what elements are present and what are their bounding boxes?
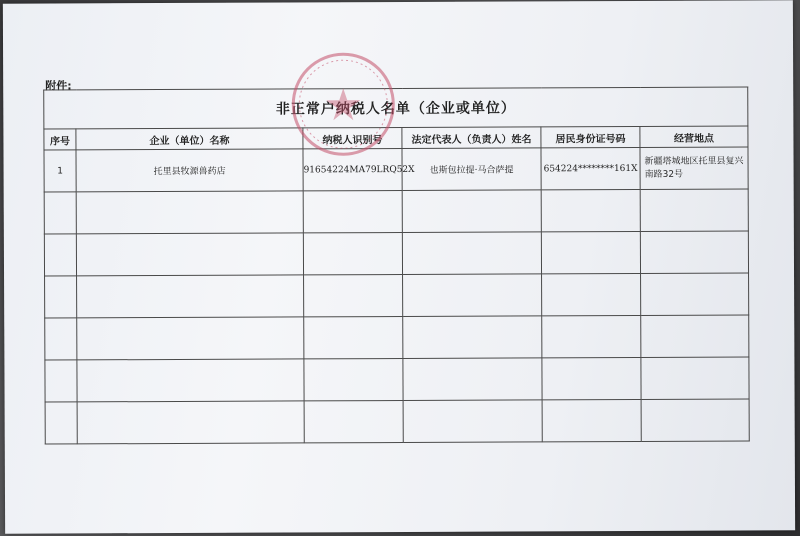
cell-address: 新疆塔城地区托里县复兴南路32号 [640, 147, 748, 189]
empty-row [45, 357, 749, 402]
empty-row [44, 189, 748, 234]
empty-row [44, 231, 748, 276]
cell-company: 托里县牧源兽药店 [76, 149, 303, 192]
header-legal-rep: 法定代表人（负责人）姓名 [402, 127, 541, 149]
cell-seq: 1 [44, 150, 76, 192]
cell-id-number: 654224********161X [541, 147, 640, 189]
document-paper [3, 0, 795, 533]
header-address: 经营地点 [640, 126, 748, 147]
attachment-label: 附件: [45, 79, 72, 93]
cell-legal-rep: 也斯包拉提·马合萨提 [402, 148, 541, 191]
empty-row [45, 399, 749, 444]
header-tax-id: 纳税人识别号 [303, 127, 402, 148]
empty-row [45, 273, 749, 318]
taxpayer-table [43, 86, 750, 444]
table-row [44, 147, 748, 192]
header-seq: 序号 [44, 129, 76, 150]
header-company: 企业（单位）名称 [76, 128, 303, 150]
header-id-number: 居民身份证号码 [541, 126, 640, 147]
cell-tax-id: 91654224MA79LRQ52X [303, 148, 402, 190]
table-title: 非正常户纳税人名单（企业或单位） [44, 87, 748, 129]
empty-row [45, 315, 749, 360]
